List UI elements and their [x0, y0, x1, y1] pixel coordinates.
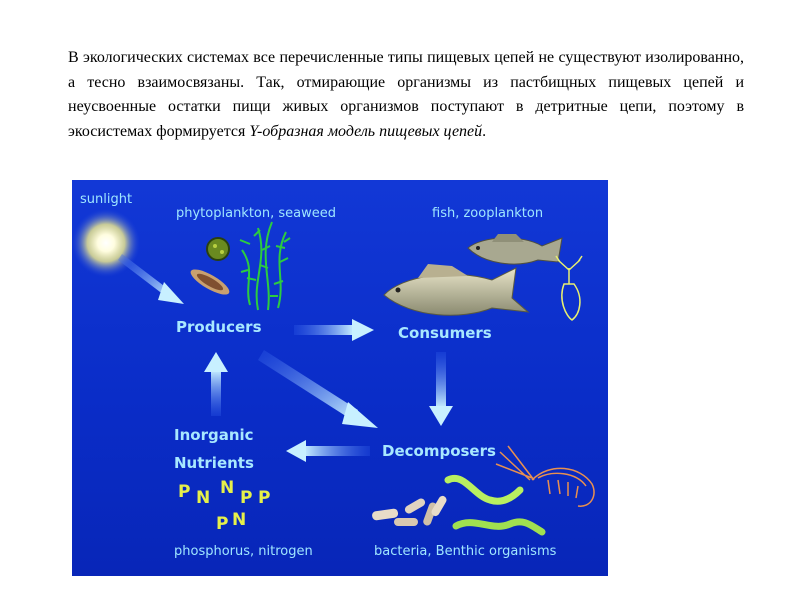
fish-icon	[384, 234, 562, 315]
arrow-nutrients-to-producers	[204, 352, 228, 416]
intro-paragraph	[68, 46, 744, 144]
label-fish: fish, zooplankton	[432, 206, 544, 221]
arrow-producers-to-consumers	[294, 319, 374, 341]
label-producers: Producers	[176, 318, 262, 336]
element-p: P	[240, 488, 253, 508]
seaweed-icon	[240, 222, 290, 310]
label-decomposers: Decomposers	[382, 442, 496, 460]
element-n: N	[196, 488, 211, 508]
arrow-producers-to-decomposers	[258, 350, 378, 428]
label-nutrients: Nutrients	[174, 454, 254, 472]
worm-icon	[448, 478, 542, 532]
label-phosphorus-nitrogen: phosphorus, nitrogen	[174, 544, 313, 559]
label-bacteria: bacteria, Benthic organisms	[374, 544, 557, 559]
diagram-graphics	[72, 180, 608, 576]
food-chain-diagram	[72, 180, 608, 576]
arrow-sun-to-producers	[118, 254, 184, 304]
element-n: N	[232, 510, 247, 530]
arrow-consumers-to-decomposers	[429, 352, 453, 426]
element-p: P	[178, 482, 191, 502]
paragraph-italic: Y-образная модель пищевых цепей	[249, 122, 483, 140]
paragraph-text: В экологических системах все перечисленные типы пищевых цепей не существуют изолированно, а тесно взаимосвязаны. Так, отмирающие организмы из пастбищных пищевых цепей и неусвоенные остатки пищи живых организмов поступают в детритные цепи, поэтому в экосистемах формируется	[68, 49, 744, 140]
label-consumers: Consumers	[398, 324, 492, 342]
plankton-icon	[187, 238, 232, 299]
element-p: P	[216, 514, 229, 534]
label-sunlight: sunlight	[80, 192, 133, 207]
label-inorganic: Inorganic	[174, 426, 254, 444]
arrow-decomposers-to-nutrients	[286, 440, 370, 462]
paragraph-end: .	[482, 122, 487, 140]
element-n: N	[220, 478, 235, 498]
zooplankton-icon	[556, 256, 582, 320]
label-phytoplankton: phytoplankton, seaweed	[176, 206, 337, 221]
element-p: P	[258, 488, 271, 508]
bacteria-icon	[372, 494, 448, 526]
